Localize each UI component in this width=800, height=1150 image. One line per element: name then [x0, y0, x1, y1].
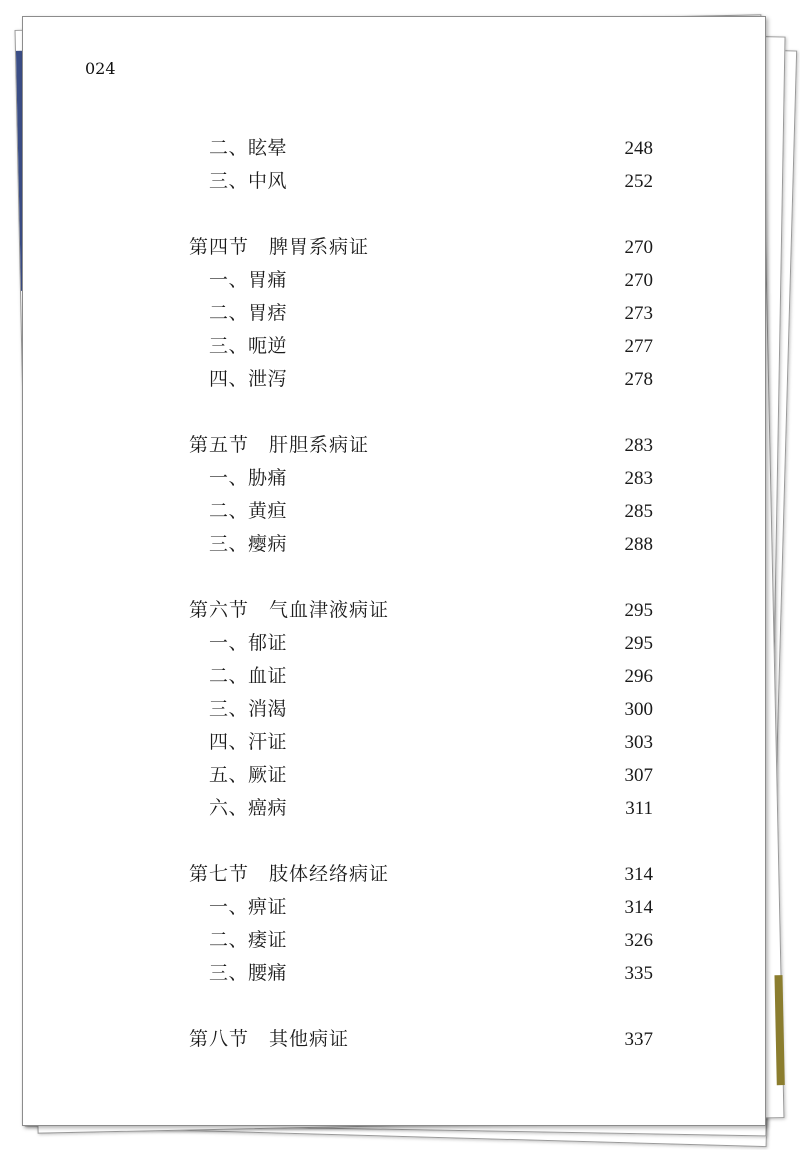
toc-entry[interactable]: [189, 957, 653, 990]
toc-entry-page: 283: [624, 468, 653, 489]
toc-entry-title: 三、消渴: [209, 698, 288, 720]
toc-entry[interactable]: [189, 264, 653, 297]
toc-entry-title: 二、黄疸: [209, 500, 288, 522]
toc-section-title: 第八节 其他病证: [189, 1028, 350, 1050]
toc-entry-title: 三、腰痛: [209, 962, 288, 984]
toc-section-heading[interactable]: [189, 594, 653, 627]
toc-section-page: 337: [624, 1029, 653, 1050]
toc-entry[interactable]: [189, 495, 653, 528]
toc-entry[interactable]: [189, 660, 653, 693]
toc-section-page: 283: [624, 435, 653, 456]
toc-entry-title: 一、痹证: [209, 896, 288, 918]
toc-group: [189, 1023, 653, 1056]
toc-section-title: 第六节 气血津液病证: [189, 599, 390, 621]
toc-entry-page: 303: [624, 732, 653, 753]
toc-entry-title: 二、血证: [209, 665, 288, 687]
toc-entry-title: 一、郁证: [209, 632, 288, 654]
toc-entry[interactable]: [189, 924, 653, 957]
toc-entry-page: 311: [625, 798, 653, 819]
toc-entry-page: 248: [624, 138, 653, 159]
toc-group: [189, 132, 653, 198]
toc-entry-title: 五、厥证: [209, 764, 288, 786]
toc-entry-title: 二、眩晕: [209, 137, 288, 159]
toc-entry[interactable]: [189, 462, 653, 495]
toc-entry-page: 296: [624, 666, 653, 687]
toc-entry-title: 二、痿证: [209, 929, 288, 951]
toc-entry-page: 273: [624, 303, 653, 324]
toc-section-heading[interactable]: [189, 429, 653, 462]
toc-entry-page: 300: [624, 699, 653, 720]
toc-entry[interactable]: [189, 726, 653, 759]
toc-section-page: 314: [624, 864, 653, 885]
toc-entry[interactable]: [189, 363, 653, 396]
table-of-contents: [189, 132, 653, 1089]
toc-entry-page: 285: [624, 501, 653, 522]
toc-entry-page: 335: [624, 963, 653, 984]
toc-section-page: 270: [624, 237, 653, 258]
toc-entry[interactable]: [189, 132, 653, 165]
toc-entry-page: 278: [624, 369, 653, 390]
toc-entry[interactable]: [189, 891, 653, 924]
toc-entry-page: 270: [624, 270, 653, 291]
toc-section-heading[interactable]: [189, 1023, 653, 1056]
toc-group: [189, 594, 653, 825]
toc-entry-title: 六、癌病: [209, 797, 288, 819]
toc-entry[interactable]: [189, 297, 653, 330]
toc-entry-page: 252: [624, 171, 653, 192]
toc-section-heading[interactable]: [189, 231, 653, 264]
cover-edge-olive: [774, 975, 784, 1085]
toc-entry[interactable]: [189, 759, 653, 792]
toc-entry-title: 一、胁痛: [209, 467, 288, 489]
toc-entry[interactable]: [189, 792, 653, 825]
toc-entry[interactable]: [189, 528, 653, 561]
toc-entry-title: 三、中风: [209, 170, 288, 192]
toc-section-title: 第五节 肝胆系病证: [189, 434, 370, 456]
toc-group: [189, 231, 653, 396]
toc-entry-title: 三、瘿病: [209, 533, 288, 555]
toc-section-title: 第四节 脾胃系病证: [189, 236, 370, 258]
toc-entry-page: 277: [624, 336, 653, 357]
page-number: 024: [85, 59, 116, 78]
toc-section-title: 第七节 肢体经络病证: [189, 863, 390, 885]
toc-entry[interactable]: [189, 330, 653, 363]
toc-entry[interactable]: [189, 693, 653, 726]
toc-section-heading[interactable]: [189, 858, 653, 891]
toc-entry-title: 一、胃痛: [209, 269, 288, 291]
toc-entry-title: 四、汗证: [209, 731, 288, 753]
document-page: [22, 16, 766, 1126]
toc-entry-title: 三、呃逆: [209, 335, 288, 357]
toc-entry-title: 四、泄泻: [209, 368, 288, 390]
toc-entry-page: 295: [624, 633, 653, 654]
toc-entry-page: 307: [624, 765, 653, 786]
toc-entry-page: 288: [624, 534, 653, 555]
toc-section-page: 295: [624, 600, 653, 621]
toc-entry-title: 二、胃痞: [209, 302, 288, 324]
toc-group: [189, 858, 653, 990]
toc-entry-page: 326: [624, 930, 653, 951]
toc-entry[interactable]: [189, 165, 653, 198]
toc-group: [189, 429, 653, 561]
toc-entry[interactable]: [189, 627, 653, 660]
toc-entry-page: 314: [624, 897, 653, 918]
